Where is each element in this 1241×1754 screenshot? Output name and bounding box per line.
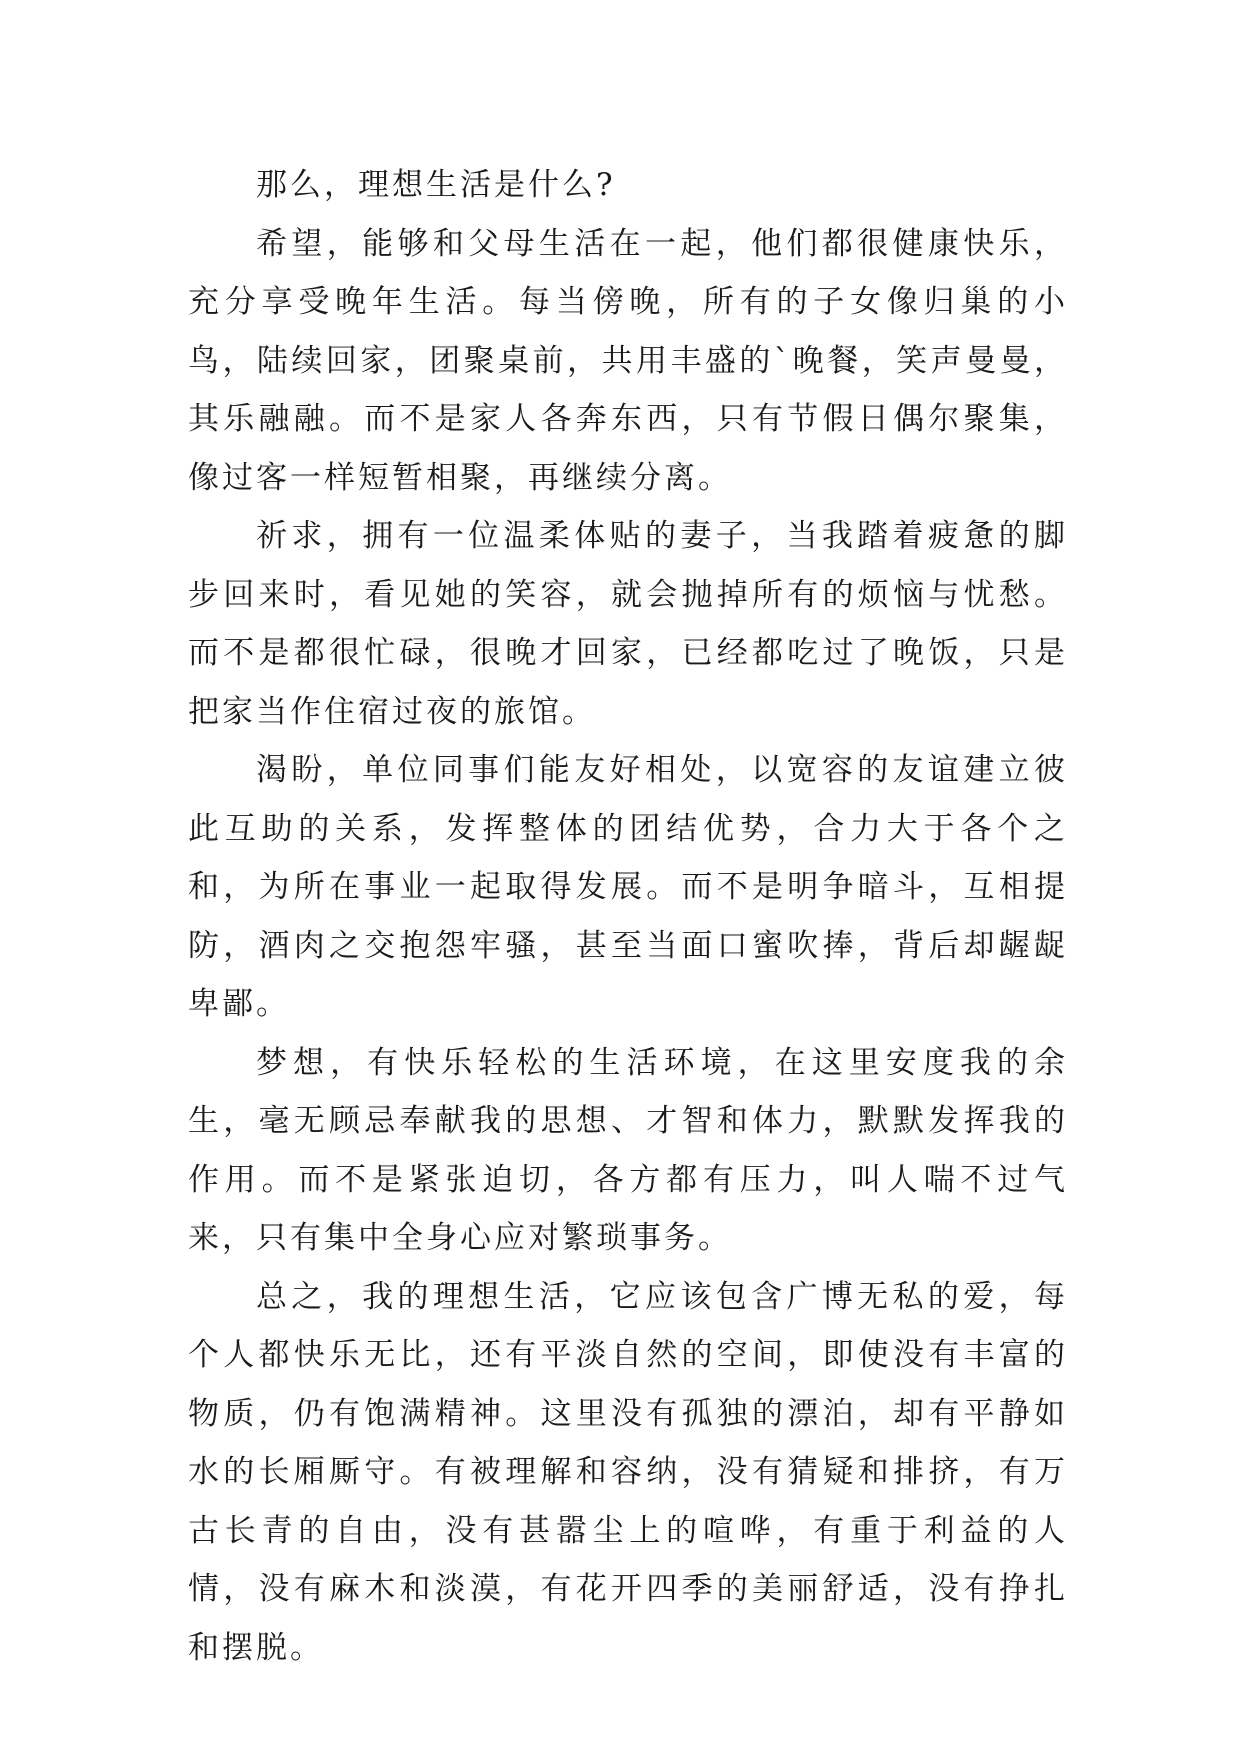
paragraph-hope-parents: 希望，能够和父母生活在一起，他们都很健康快乐，充分享受晚年生活。每当傍晚，所有的子女像归巢的小鸟，陆续回家，团聚桌前，共用丰盛的`晚餐，笑声曼曼，其乐融融。而不是家人各奔东西，只有节假日偶尔聚集，像过客一样短暂相聚，再继续分离。	[188, 225, 1068, 496]
paragraph-wish-wife: 祈求，拥有一位温柔体贴的妻子，当我踏着疲惫的脚步回来时，看见她的笑容，就会抛掉所有的烦恼与忧愁。而不是都很忙碌，很晚才回家，已经都吃过了晚饭，只是把家当作住宿过夜的旅馆。	[188, 518, 1068, 730]
paragraph-colleagues: 渴盼，单位同事们能友好相处，以宽容的友谊建立彼此互助的关系，发挥整体的团结优势，合力大于各个之和，为所在事业一起取得发展。而不是明争暗斗，互相提防，酒肉之交抱怨牢骚，甚至当面口蜜吹捧，背后却龌龊卑鄙。	[188, 752, 1068, 1022]
document-body	[188, 156, 1068, 1677]
paragraph-conclusion: 总之，我的理想生活，它应该包含广博无私的爱，每个人都快乐无比，还有平淡自然的空间，即使没有丰富的物质，仍有饱满精神。这里没有孤独的漂泊，却有平静如水的长厢厮守。有被理解和容纳，没有猜疑和排挤，有万古长青的自由，没有甚嚣尘上的喧哗，有重于利益的人情，没有麻木和淡漠，有花开四季的美丽舒适，没有挣扎和摆脱。	[188, 1278, 1068, 1666]
paragraph-dream-environment: 梦想，有快乐轻松的生活环境，在这里安度我的余生，毫无顾忌奉献我的思想、才智和体力，默默发挥我的作用。而不是紧张迫切，各方都有压力，叫人喘不过气来，只有集中全身心应对繁琐事务。	[188, 1044, 1068, 1256]
paragraph-question: 那么，理想生活是什么?	[256, 167, 616, 203]
